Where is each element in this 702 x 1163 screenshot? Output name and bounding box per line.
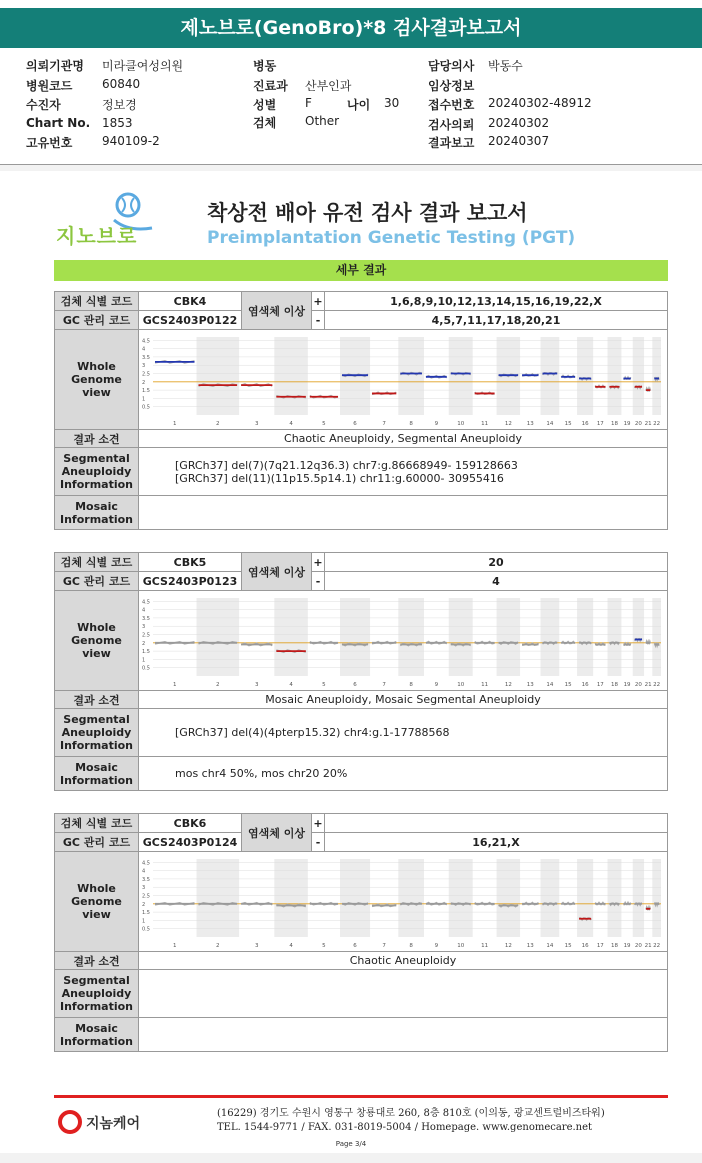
minus-values: 4 [325,572,668,591]
age-label: 나이 [347,98,371,112]
x-tick-label: 21 [644,420,652,427]
address-line: (16229) 경기도 수원시 영통구 창룡대로 260, 8층 810호 (이의동, 광교센트럴비즈타워) [217,1108,605,1119]
whole-genome-chart [139,853,667,951]
x-tick-label: 17 [596,942,604,949]
x-tick-label: 2 [216,942,220,949]
y-tick-label: 2.5 [142,632,150,639]
footer-divider [54,1095,668,1098]
x-tick-label: 8 [409,420,413,427]
mosaic-label: Mosaic Information [55,496,139,530]
x-tick-label: 3 [254,681,259,688]
chrom-abn-label: 염색체 이상 [242,814,312,852]
segmental-value [139,970,668,1018]
x-tick-label: 10 [457,942,465,949]
footer-address [217,1107,605,1135]
plus-values: 20 [325,553,668,572]
x-tick-label: 16 [581,942,589,949]
x-tick-label: 7 [382,420,386,427]
plus-label: + [312,814,325,833]
report-date-label: 결과보고 [428,136,475,150]
finding-value: Mosaic Aneuploidy, Mosaic Segmental Aneuploidy [139,691,668,709]
patient-label: 수진자 [26,98,61,112]
x-tick-label: 14 [546,420,554,427]
x-tick-label: 4 [289,420,293,427]
specimen-code-label: 검체 식별 코드 [55,553,139,572]
finding-label: 결과 소견 [55,430,139,448]
y-tick-label: 2.5 [142,371,150,378]
x-tick-label: 3 [254,420,259,427]
minus-label: - [312,311,325,330]
finding-label: 결과 소견 [55,952,139,970]
segmental-line: [GRCh37] del(7)(7q21.12q36.3) chr7:g.86668949- 159128663 [175,458,518,472]
report-date-value: 20240307 [488,134,550,148]
plus-label: + [312,553,325,572]
x-tick-label: 5 [322,420,326,427]
y-tick-label: 1 [142,656,146,663]
whole-genome-label: Whole Genome view [55,330,139,430]
y-tick-label: 2.5 [142,893,150,900]
y-tick-label: 1.5 [142,387,150,394]
x-tick-label: 10 [457,681,465,688]
y-tick-label: 2 [142,901,146,908]
specimen-label: 검체 [253,116,277,130]
patient-value: 정보경 [102,98,137,112]
sample-table [54,552,668,791]
mosaic-label: Mosaic Information [55,757,139,791]
x-tick-label: 17 [596,681,604,688]
minus-values: 4,5,7,11,17,18,20,21 [325,311,668,330]
clinical-label: 임상정보 [428,79,475,93]
x-tick-label: 9 [434,420,439,427]
age-value: 30 [384,96,400,110]
request-date-label: 검사의뢰 [428,118,475,132]
minus-values: 16,21,X [325,833,668,852]
finding-value: Chaotic Aneuploidy, Segmental Aneuploidy [139,430,668,448]
x-tick-label: 1 [172,681,177,688]
chrom-abn-label: 염색체 이상 [242,553,312,591]
x-tick-label: 9 [434,942,439,949]
page-number: Page 3/4 [335,1140,367,1148]
gc-code-label: GC 관리 코드 [55,833,139,852]
specimen-value: Other [305,114,340,128]
bottom-strip [0,1153,702,1163]
department-label: 진료과 [253,79,288,93]
unique-no-value: 940109-2 [102,134,160,148]
whole-genome-label: Whole Genome view [55,852,139,952]
y-tick-label: 2 [142,379,146,386]
x-tick-label: 16 [581,420,589,427]
finding-label: 결과 소견 [55,691,139,709]
plus-label: + [312,292,325,311]
x-tick-label: 13 [526,942,534,949]
x-tick-label: 2 [216,420,220,427]
genomecare-logo [58,1110,148,1136]
x-tick-label: 10 [457,420,465,427]
x-tick-label: 17 [596,420,604,427]
segmental-label: Segmental Aneuploidy Information [55,970,139,1018]
x-tick-label: 2 [216,681,220,688]
x-tick-label: 12 [504,681,512,688]
report-subtitle: Preimplantation Genetic Testing (PGT) [207,228,576,248]
whole-genome-label: Whole Genome view [55,591,139,691]
x-tick-label: 14 [546,681,554,688]
sample-table [54,813,668,1052]
x-tick-label: 21 [644,681,652,688]
x-tick-label: 8 [409,942,413,949]
doctor-label: 담당의사 [428,59,475,73]
specimen-code-label: 검체 식별 코드 [55,814,139,833]
x-tick-label: 11 [481,420,489,427]
chrom-abn-label: 염색체 이상 [242,292,312,330]
x-tick-label: 5 [322,681,326,688]
request-date-value: 20240302 [488,116,550,130]
y-tick-label: 4.5 [142,337,150,344]
institution-label: 의뢰기관명 [26,59,84,73]
x-tick-label: 11 [481,681,489,688]
x-tick-label: 4 [289,681,293,688]
x-tick-label: 22 [653,942,661,949]
x-tick-label: 9 [434,681,439,688]
genobro-logo [56,190,166,250]
receipt-no-label: 접수번호 [428,98,475,112]
x-tick-label: 21 [644,942,652,949]
x-tick-label: 1 [172,420,177,427]
whole-genome-chart [139,331,667,429]
x-tick-label: 5 [322,942,326,949]
ward-label: 병동 [253,59,277,73]
y-tick-label: 3.5 [142,615,150,622]
x-tick-label: 15 [564,942,572,949]
x-tick-label: 19 [623,681,631,688]
gc-code-value: GCS2403P0124 [139,833,242,852]
sex-label: 성별 [253,98,277,112]
mosaic-value [139,496,668,530]
x-tick-label: 12 [504,420,512,427]
brand-name: 지노브로 [56,224,138,248]
y-tick-label: 1.5 [142,909,150,916]
sample-table [54,291,668,530]
y-tick-label: 4 [142,346,146,353]
x-tick-label: 4 [289,942,293,949]
x-tick-label: 22 [653,420,661,427]
report-title: 착상전 배아 유전 검사 결과 보고서 [207,201,528,225]
x-tick-label: 8 [409,681,413,688]
y-tick-label: 3 [142,623,146,630]
plus-values [325,814,668,833]
specimen-code-label: 검체 식별 코드 [55,292,139,311]
x-tick-label: 16 [581,681,589,688]
company-name: 지놈케어 [86,1116,141,1132]
x-tick-label: 15 [564,420,572,427]
x-tick-label: 6 [353,681,357,688]
specimen-code-value: CBK4 [139,292,242,311]
sex-value: F [305,96,312,110]
gc-code-value: GCS2403P0123 [139,572,242,591]
hospital-code-value: 60840 [102,77,141,91]
mosaic-value: mos chr4 50%, mos chr20 20% [139,757,668,791]
y-tick-label: 0.5 [142,926,150,933]
x-tick-label: 14 [546,942,554,949]
x-tick-label: 6 [353,420,357,427]
x-tick-label: 12 [504,942,512,949]
segmental-line: [GRCh37] del(11)(11p15.5p14.1) chr11:g.60000- 30955416 [175,471,504,485]
y-tick-label: 4.5 [142,859,150,866]
x-tick-label: 18 [610,420,618,427]
hospital-code-label: 병원코드 [26,79,73,93]
x-tick-label: 13 [526,681,534,688]
detail-results-bar: 세부 결과 [54,260,668,281]
segmental-label: Segmental Aneuploidy Information [55,709,139,757]
x-tick-label: 19 [623,420,631,427]
minus-label: - [312,572,325,591]
contact-line: TEL. 1544-9771 / FAX. 031-8019-5004 / Homepage. www.genomecare.net [217,1122,593,1133]
gc-code-value: GCS2403P0122 [139,311,242,330]
x-tick-label: 7 [382,942,386,949]
x-tick-label: 19 [623,942,631,949]
y-tick-label: 3.5 [142,354,150,361]
y-tick-label: 4.5 [142,598,150,605]
y-tick-label: 2 [142,640,146,647]
x-tick-label: 13 [526,420,534,427]
specimen-code-value: CBK5 [139,553,242,572]
y-tick-label: 1 [142,395,146,402]
y-tick-label: 0.5 [142,404,150,411]
minus-label: - [312,833,325,852]
chart-no-value: 1853 [102,116,133,130]
y-tick-label: 4 [142,607,146,614]
patient-info-panel [0,48,702,165]
finding-value: Chaotic Aneuploidy [139,952,668,970]
x-tick-label: 3 [254,942,259,949]
mosaic-label: Mosaic Information [55,1018,139,1052]
y-tick-label: 1.5 [142,648,150,655]
specimen-code-value: CBK6 [139,814,242,833]
x-tick-label: 20 [634,420,642,427]
x-tick-label: 1 [172,942,177,949]
y-tick-label: 1 [142,917,146,924]
x-tick-label: 6 [353,942,357,949]
x-tick-label: 7 [382,681,386,688]
y-tick-label: 3 [142,884,146,891]
department-value: 산부인과 [305,79,352,93]
y-tick-label: 4 [142,868,146,875]
institution-value: 미라클여성의원 [102,59,184,73]
doctor-value: 박동수 [488,59,523,73]
report-header-title: 제노브로(GenoBro)*8 검사결과보고서 [0,8,702,48]
g-logo-icon [58,1110,82,1134]
section-divider [0,165,702,171]
gc-code-label: GC 관리 코드 [55,572,139,591]
x-tick-label: 15 [564,681,572,688]
segmental-line: [GRCh37] del(4)(4pterp15.32) chr4:g.1-17788568 [175,726,450,739]
whole-genome-chart [139,592,667,690]
segmental-label: Segmental Aneuploidy Information [55,448,139,496]
mosaic-value [139,1018,668,1052]
x-tick-label: 11 [481,942,489,949]
chart-no-label: Chart No. [26,116,91,130]
x-tick-label: 18 [610,942,618,949]
y-tick-label: 3.5 [142,876,150,883]
y-tick-label: 0.5 [142,665,150,672]
unique-no-label: 고유번호 [26,136,73,150]
x-tick-label: 18 [610,681,618,688]
x-tick-label: 20 [634,942,642,949]
receipt-no-value: 20240302-48912 [488,96,592,110]
plus-values: 1,6,8,9,10,12,13,14,15,16,19,22,X [325,292,668,311]
y-tick-label: 3 [142,362,146,369]
x-tick-label: 20 [634,681,642,688]
gc-code-label: GC 관리 코드 [55,311,139,330]
x-tick-label: 22 [653,681,661,688]
